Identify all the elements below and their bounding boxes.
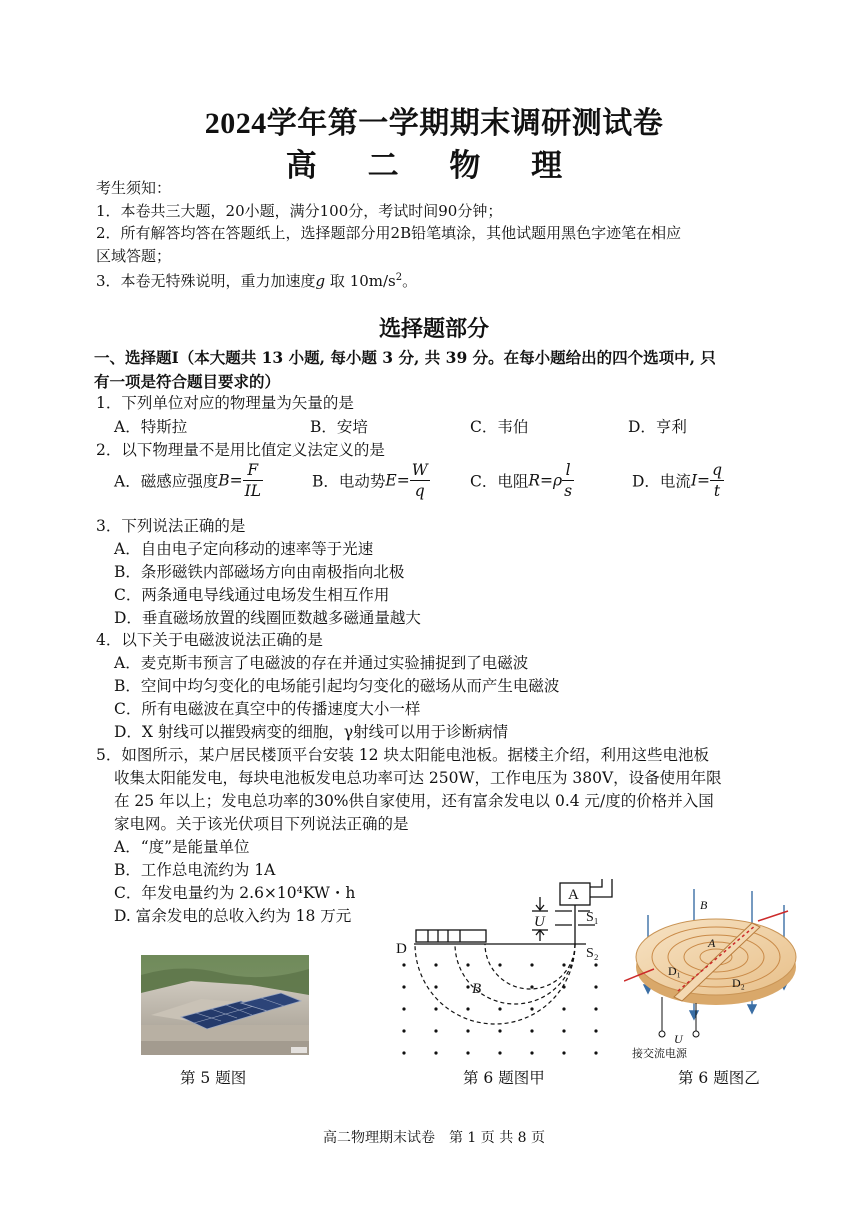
q2-option-b-fraction (410, 460, 430, 501)
fraction-numerator: W (411, 461, 428, 479)
fig6b-caption: 第 6 题图乙 (678, 1069, 760, 1087)
fig5-solar-photo (141, 955, 309, 1055)
q4-stem: 4．以下关于电磁波说法正确的是 (96, 631, 323, 649)
note-item-2-cont: 区域答题； (96, 246, 172, 265)
fig6b-label-b: B (700, 898, 708, 912)
q2-option-b-lhs: E= (385, 471, 410, 490)
fig6b-label-d1: D₁ (668, 964, 681, 978)
q2-stem: 2．以下物理量不是用比值定义法定义的是 (96, 441, 385, 459)
fig6a-label-u: U (534, 914, 545, 930)
q5-stem-line-3: 在 25 年以上；发电总功率的30%供自家使用，还有富余发电以 0.4 元/度的价格并入国 (114, 792, 714, 810)
note-item-2: 2．所有解答均答在答题纸上，选择题部分用2B铅笔填涂，其他试题用黑色字迹笔在相应 (96, 224, 682, 242)
part1-instructions (94, 346, 784, 394)
q2-option-d (632, 460, 724, 501)
q3-option-b: B．条形磁铁内部磁场方向由南极指向北极 (114, 563, 405, 581)
fraction-denominator: IL (244, 482, 262, 500)
note-item-3-value: 取 10m/s (325, 272, 396, 290)
q4-option-b: B．空间中均匀变化的电场能引起均匀变化的磁场从而产生电磁波 (114, 677, 560, 695)
page-footer: 高二物理期末试卷 第 1 页 共 8 页 (322, 1130, 546, 1146)
section-title: 选择题部分 (378, 316, 489, 342)
q5-option-c: C．年发电量约为 2.6×10⁴KW・h (114, 884, 356, 902)
q2-option-a-text: A．磁感应强度 (114, 472, 219, 491)
q2-option-b (312, 460, 430, 501)
fig6a-label-d: D (396, 941, 407, 957)
q2-option-a (114, 460, 263, 501)
fig6a-label-s1: S₁ (586, 910, 599, 925)
q2-option-d-lhs: I= (690, 471, 711, 490)
q4-option-a: A．麦克斯韦预言了电磁波的存在并通过实验捕捉到了电磁波 (114, 654, 529, 672)
q2-option-c-text: C．电阻 (470, 472, 529, 491)
q5-option-a: A．“度”是能量单位 (114, 838, 250, 856)
q2-option-b-text: B．电动势 (312, 472, 386, 491)
q3-option-d: D．垂直磁场放置的线圈匝数越多磁通量越大 (114, 609, 421, 627)
q5-stem-line-2: 收集太阳能发电，每块电池板发电总功率可达 250W，工作电压为 380V，设备使用年限 (114, 769, 722, 787)
q2-option-a-lhs: B= (218, 471, 243, 490)
fraction-denominator: q (414, 482, 425, 500)
notes-heading: 考生须知： (96, 179, 172, 197)
note-exponent: 2 (395, 272, 403, 283)
fig6a-trajectories (415, 944, 575, 1024)
q5-option-b: B．工作总电流约为 1A (114, 861, 276, 879)
part1-line-2: 有一项是符合题目要求的） (94, 372, 281, 391)
note-item-3 (96, 267, 681, 293)
note-item-3-text: 3．本卷无特殊说明，重力加速度 (96, 272, 316, 290)
fig6a-label-b: B (472, 981, 482, 997)
q3-option-a: A．自由电子定向移动的速率等于光速 (114, 540, 374, 558)
fraction-denominator: s (564, 482, 573, 500)
exam-title: 2024学年第一学期期末调研测试卷 (204, 107, 664, 140)
q2-option-c-fraction (562, 460, 574, 501)
q1-option-a: A．特斯拉 (114, 418, 188, 436)
q1-option-d: D．亨利 (628, 418, 687, 436)
q2-option-c (470, 460, 574, 501)
note-g-symbol: g (315, 272, 326, 290)
q3-stem: 3．下列说法正确的是 (96, 517, 246, 535)
fraction-denominator: t (713, 482, 721, 500)
q1-stem: 1．下列单位对应的物理量为矢量的是 (96, 394, 354, 412)
q5-option-d: D. 富余发电的总收入约为 18 万元 (114, 907, 352, 925)
fig5-caption: 第 5 题图 (180, 1069, 247, 1087)
part1-line-1: 一、选择题Ⅰ（本大题共 13 小题, 每小题 3 分, 共 39 分。在每小题给出的四个选项中, 只 (94, 348, 716, 367)
q4-option-d: D．X 射线可以摧毁病变的细胞，γ射线可以用于诊断病情 (114, 723, 509, 741)
fig6b-label-source: 接交流电源 (632, 1047, 687, 1060)
q2-option-d-fraction (710, 460, 724, 501)
fig6a-caption: 第 6 题图甲 (463, 1069, 545, 1087)
fig6b-label-u: U (674, 1032, 683, 1046)
subject-title: 高 二 物 理 (285, 148, 583, 184)
q4-option-c: C．所有电磁波在真空中的传播速度大小一样 (114, 700, 421, 718)
fig6a-label-s2: S₂ (586, 946, 599, 961)
fig6b-cyclotron-diagram (624, 885, 800, 1065)
fig6a-diagram (390, 875, 630, 1065)
fig6b-label-d2: D₂ (732, 976, 745, 990)
q3-option-c: C．两条通电导线通过电场发生相互作用 (114, 586, 390, 604)
q5-stem-line-4: 家电网。关于该光伏项目下列说法正确的是 (114, 815, 409, 833)
q1-option-b: B．安培 (310, 418, 368, 436)
q1-option-c: C．韦伯 (470, 418, 529, 436)
fraction-numerator: l (562, 460, 574, 481)
q2-option-a-fraction (243, 460, 263, 501)
fraction-numerator: F (243, 460, 263, 481)
note-item-3-end: 。 (402, 272, 418, 290)
fig6b-label-a: A (708, 936, 716, 950)
fig6a-label-a: A (568, 887, 579, 903)
fig6a-field-dots (402, 963, 597, 1054)
q2-option-d-text: D．电流 (632, 472, 691, 491)
note-item-1: 1．本卷共三大题，20小题，满分100分，考试时间90分钟； (96, 201, 503, 220)
fraction-numerator: q (712, 461, 722, 479)
exam-notes (96, 177, 681, 293)
q5-stem-line-1: 5．如图所示，某户居民楼顶平台安装 12 块太阳能电池板。据楼主介绍，利用这些电池板 (96, 746, 709, 764)
q2-option-c-lhs: R=ρ (528, 471, 563, 490)
